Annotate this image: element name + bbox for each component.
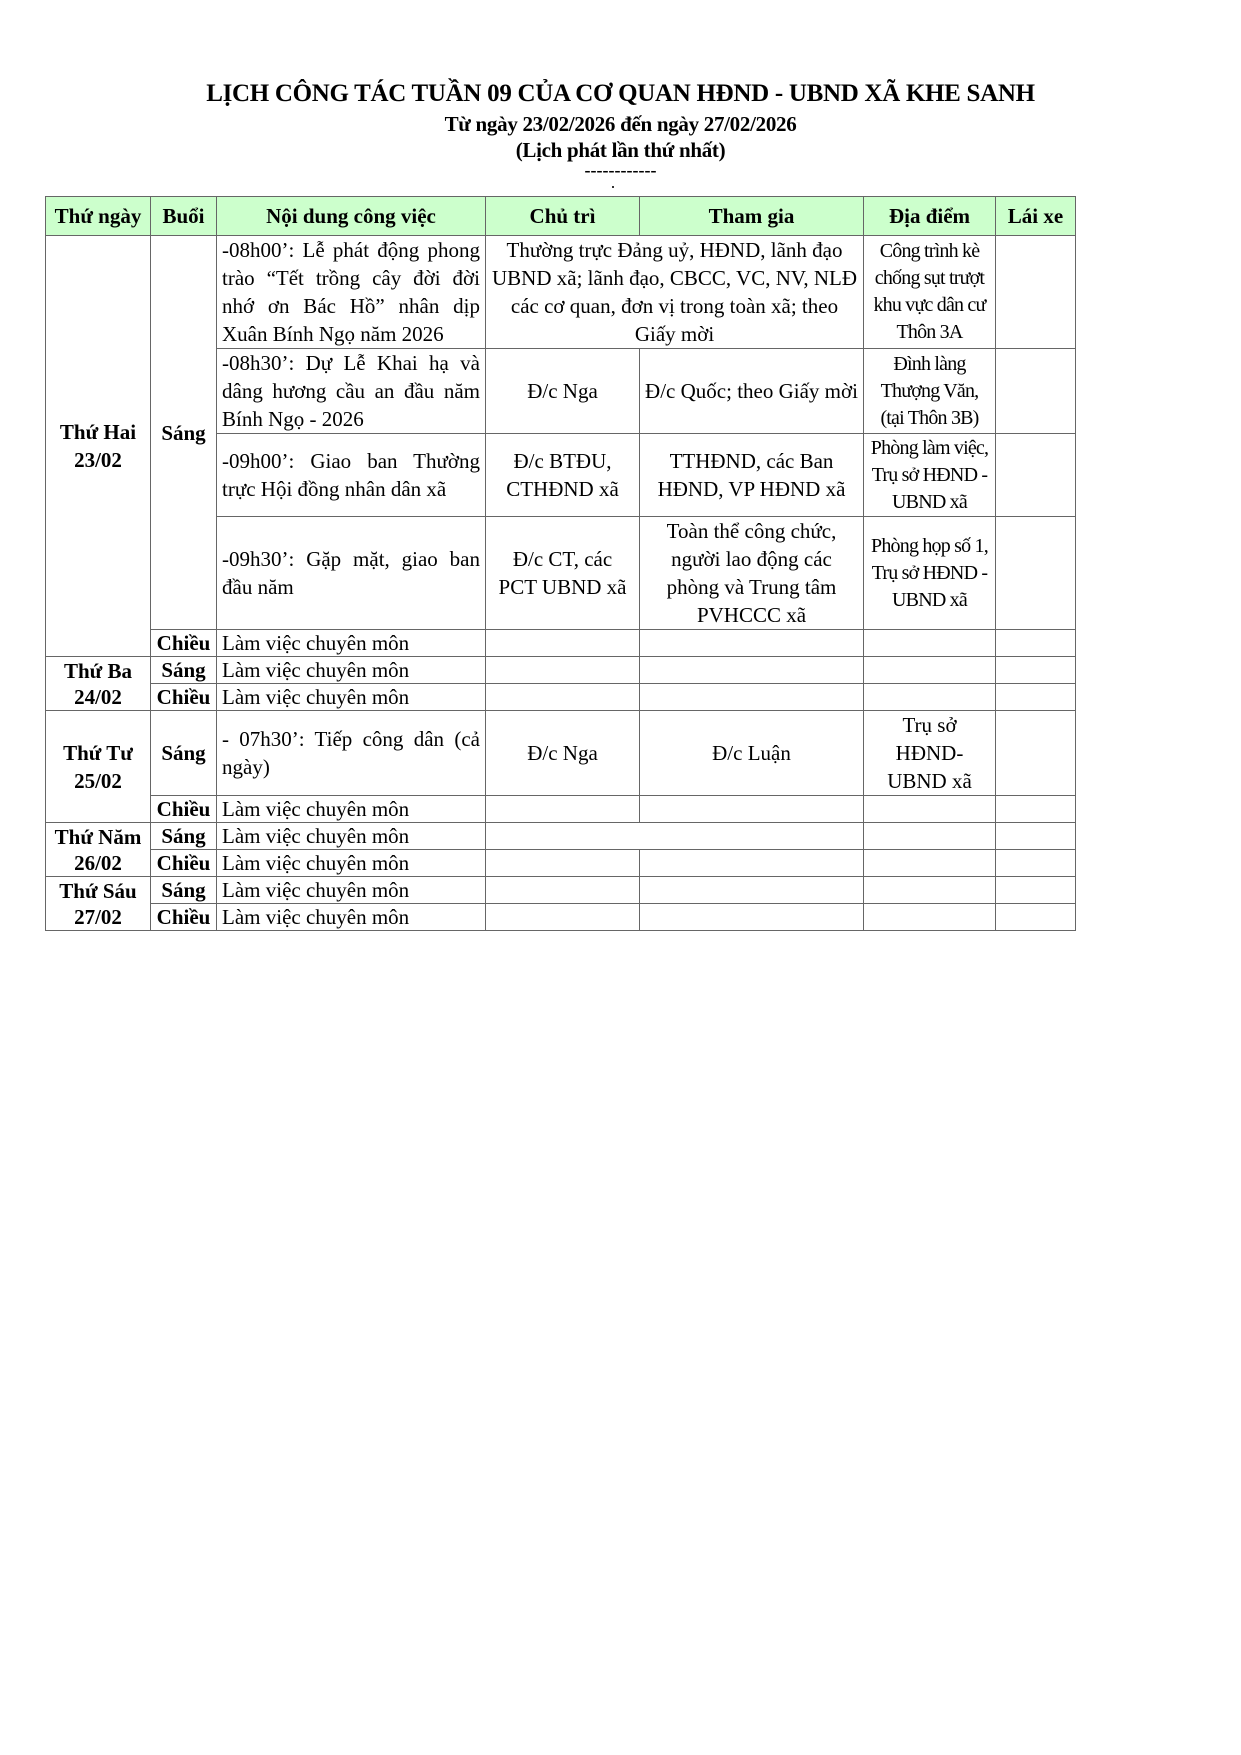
- driver-cell: [996, 236, 1076, 349]
- content-cell: -09h30’: Gặp mặt, giao ban đầu năm: [217, 517, 486, 630]
- driver-cell: [996, 904, 1076, 931]
- driver-cell: [996, 823, 1076, 850]
- session-cell: Chiều: [151, 684, 217, 711]
- table-row: [46, 823, 1076, 850]
- day-name: Thứ Tư: [63, 740, 133, 765]
- chair-cell: [486, 877, 640, 904]
- table-row: [46, 684, 1076, 711]
- col-header-day: Thứ ngày: [46, 197, 151, 236]
- session-cell: Chiều: [151, 630, 217, 657]
- content-cell: Làm việc chuyên môn: [217, 904, 486, 931]
- table-row: [46, 630, 1076, 657]
- participants-cell: [640, 630, 864, 657]
- participants-cell: [640, 684, 864, 711]
- content-cell: -08h30’: Dự Lễ Khai hạ và dâng hương cầu an đầu năm Bính Ngọ - 2026: [217, 349, 486, 434]
- day-cell: [46, 711, 151, 823]
- driver-cell: [996, 796, 1076, 823]
- session-cell: Sáng: [151, 236, 217, 630]
- participants-cell: [640, 850, 864, 877]
- content-cell: Làm việc chuyên môn: [217, 850, 486, 877]
- driver-cell: [996, 434, 1076, 517]
- day-cell: [46, 657, 151, 711]
- participants-cell: [640, 796, 864, 823]
- header-row: [46, 197, 1076, 236]
- chair-cell: Đ/c BTĐU, CTHĐND xã: [486, 434, 640, 517]
- day-cell: [46, 236, 151, 657]
- driver-cell: [996, 850, 1076, 877]
- chair-cell: Đ/c CT, các PCT UBND xã: [486, 517, 640, 630]
- chair-cell: Đ/c Nga: [486, 349, 640, 434]
- col-header-participants: Tham gia: [640, 197, 864, 236]
- col-header-chair: Chủ trì: [486, 197, 640, 236]
- chair-cell: [486, 796, 640, 823]
- table-row: [46, 796, 1076, 823]
- content-cell: Làm việc chuyên môn: [217, 823, 486, 850]
- chair-cell: [486, 850, 640, 877]
- location-cell: [864, 630, 996, 657]
- location-cell: [864, 877, 996, 904]
- session-cell: Chiều: [151, 904, 217, 931]
- location-cell: [864, 823, 996, 850]
- content-cell: -09h00’: Giao ban Thường trực Hội đồng nhân dân xã: [217, 434, 486, 517]
- schedule-table: [45, 196, 1076, 931]
- separator-dot: [612, 186, 614, 188]
- issue-note: (Lịch phát lần thứ nhất): [515, 138, 726, 162]
- location-cell: Công trình kè chống sụt trượt khu vực dân cư Thôn 3A: [864, 236, 996, 349]
- participants-cell: Đ/c Quốc; theo Giấy mời: [640, 349, 864, 434]
- location-cell: [864, 850, 996, 877]
- participants-cell: [640, 657, 864, 684]
- driver-cell: [996, 711, 1076, 796]
- content-cell: Làm việc chuyên môn: [217, 684, 486, 711]
- chair-cell: [486, 684, 640, 711]
- content-cell: -08h00’: Lễ phát động phong trào “Tết trồng cây đời đời nhớ ơn Bác Hồ” nhân dịp Xuân Bính Ngọ năm 2026: [217, 236, 486, 349]
- location-cell: [864, 796, 996, 823]
- location-cell: [864, 657, 996, 684]
- driver-cell: [996, 517, 1076, 630]
- location-cell: Đình làng Thượng Văn, (tại Thôn 3B): [864, 349, 996, 434]
- table-row: [46, 711, 1076, 796]
- session-cell: Chiều: [151, 850, 217, 877]
- day-name: Thứ Ba: [63, 658, 133, 683]
- chair-participants-merged-cell: [486, 823, 864, 850]
- participants-cell: TTHĐND, các Ban HĐND, VP HĐND xã: [640, 434, 864, 517]
- day-cell: [46, 823, 151, 877]
- participants-cell: [640, 904, 864, 931]
- col-header-session: Buổi: [151, 197, 217, 236]
- location-cell: Phòng làm việc, Trụ sở HĐND - UBND xã: [864, 434, 996, 517]
- chair-cell: [486, 657, 640, 684]
- col-header-content: Nội dung công việc: [217, 197, 486, 236]
- session-cell: Sáng: [151, 657, 217, 684]
- participants-cell: Đ/c Luận: [640, 711, 864, 796]
- table-row: [46, 657, 1076, 684]
- location-cell: [864, 684, 996, 711]
- day-name: Thứ Năm: [54, 824, 142, 849]
- session-cell: Chiều: [151, 796, 217, 823]
- driver-cell: [996, 657, 1076, 684]
- day-cell: [46, 877, 151, 931]
- day-date: 27/02: [74, 904, 122, 929]
- document-title: LỊCH CÔNG TÁC TUẦN 09 CỦA CƠ QUAN HĐND - UBND XÃ KHE SANH: [206, 80, 1035, 107]
- table-row: [46, 904, 1076, 931]
- day-date: 26/02: [74, 850, 122, 875]
- day-name: Thứ Hai: [59, 420, 137, 444]
- day-date: 23/02: [74, 448, 122, 472]
- chair-cell: [486, 630, 640, 657]
- participants-cell: [640, 877, 864, 904]
- location-cell: Phòng họp số 1, Trụ sở HĐND - UBND xã: [864, 517, 996, 630]
- table-row: [46, 850, 1076, 877]
- location-cell: Trụ sở HĐND- UBND xã: [864, 711, 996, 796]
- driver-cell: [996, 630, 1076, 657]
- chair-cell: [486, 904, 640, 931]
- chair-participants-merged-cell: Thường trực Đảng uỷ, HĐND, lãnh đạo UBND xã; lãnh đạo, CBCC, VC, NV, NLĐ các cơ quan, đơn vị trong toàn xã; theo Giấy mời: [486, 236, 864, 349]
- location-cell: [864, 904, 996, 931]
- participants-cell: Toàn thể công chức, người lao động các phòng và Trung tâm PVHCCC xã: [640, 517, 864, 630]
- separator-line: ------------: [584, 160, 657, 180]
- day-date: 25/02: [74, 768, 122, 793]
- content-cell: Làm việc chuyên môn: [217, 657, 486, 684]
- content-cell: Làm việc chuyên môn: [217, 796, 486, 823]
- day-date: 24/02: [74, 684, 122, 709]
- session-cell: Sáng: [151, 711, 217, 796]
- driver-cell: [996, 349, 1076, 434]
- session-cell: Sáng: [151, 823, 217, 850]
- day-name: Thứ Sáu: [59, 878, 137, 903]
- col-header-driver: Lái xe: [996, 197, 1076, 236]
- content-cell: Làm việc chuyên môn: [217, 877, 486, 904]
- chair-cell: Đ/c Nga: [486, 711, 640, 796]
- content-cell: - 07h30’: Tiếp công dân (cả ngày): [217, 711, 486, 796]
- table-row: [46, 236, 1076, 349]
- driver-cell: [996, 684, 1076, 711]
- content-cell: Làm việc chuyên môn: [217, 630, 486, 657]
- date-range: Từ ngày 23/02/2026 đến ngày 27/02/2026: [444, 112, 797, 136]
- table-row: [46, 877, 1076, 904]
- col-header-location: Địa điểm: [864, 197, 996, 236]
- driver-cell: [996, 877, 1076, 904]
- session-cell: Sáng: [151, 877, 217, 904]
